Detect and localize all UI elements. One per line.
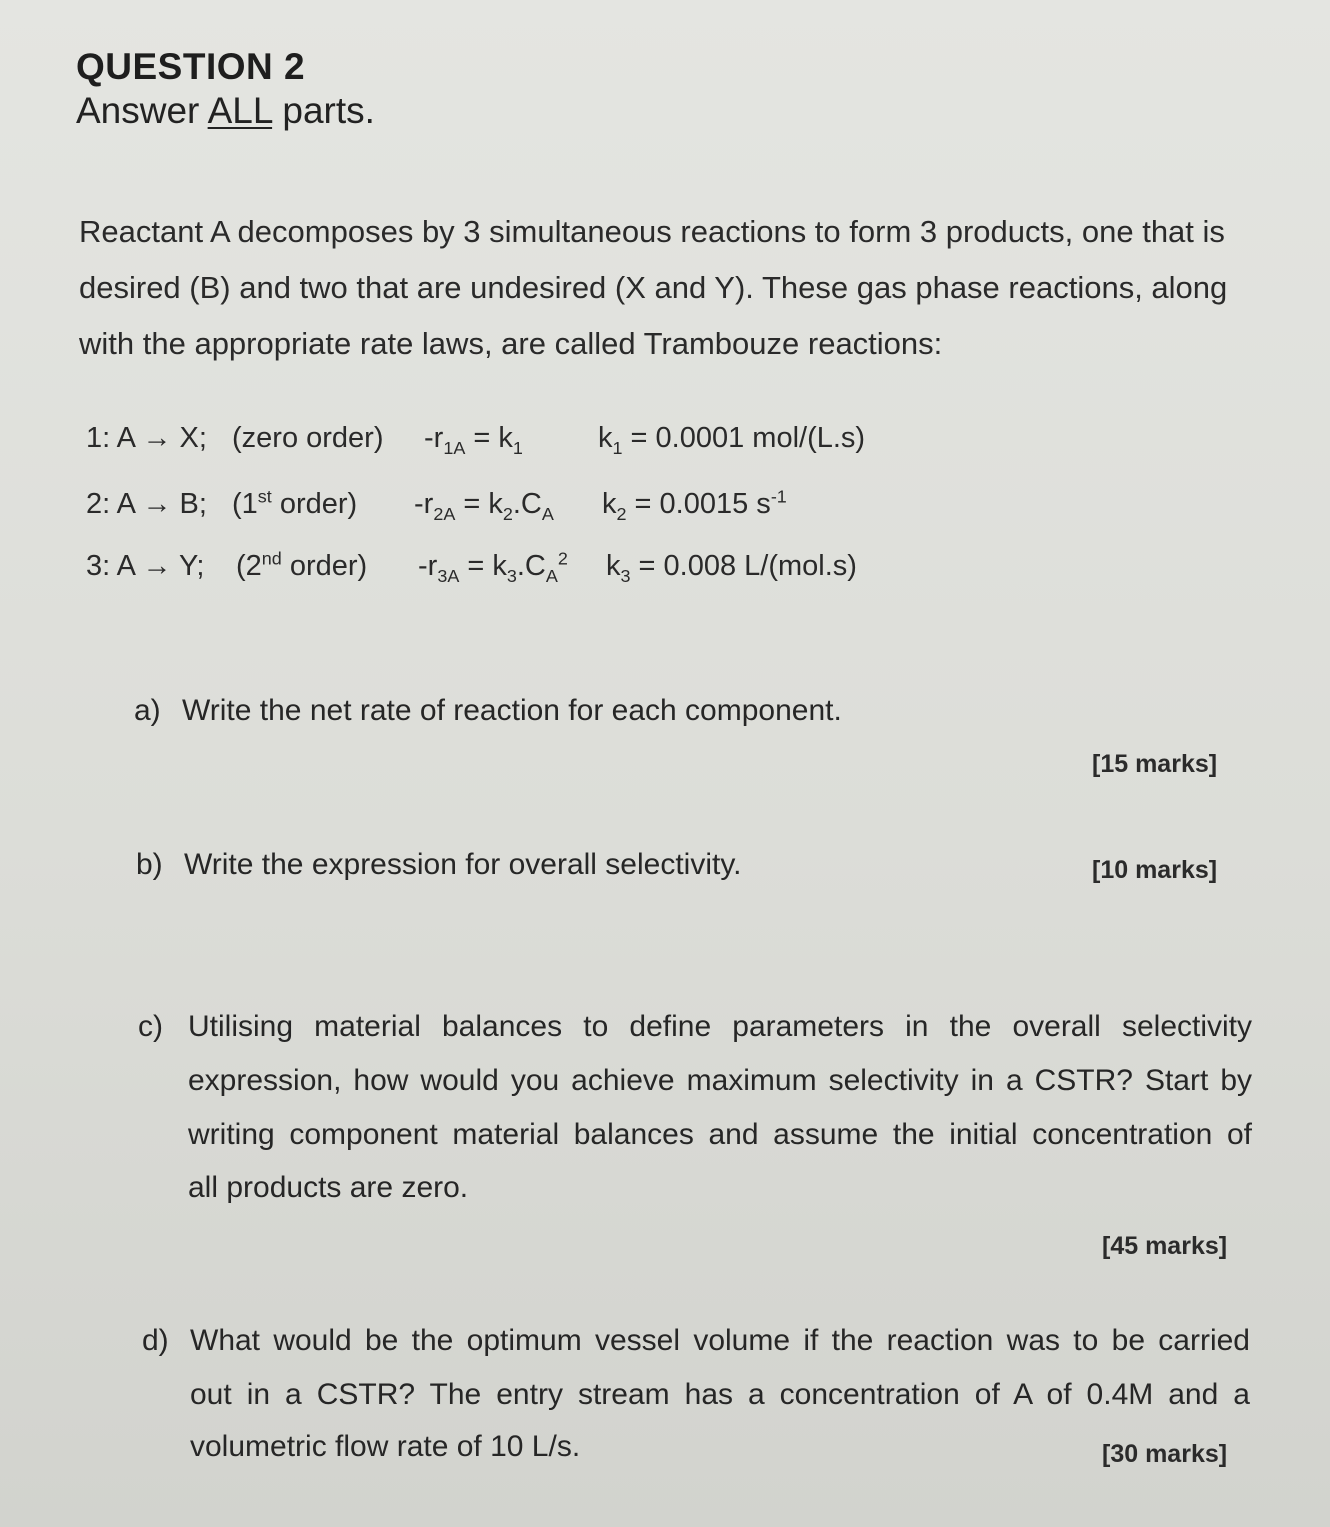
part-a-marks: [15 marks] [1092,750,1218,778]
part-c-label: c) [138,1010,163,1043]
instruction-line [76,90,375,132]
reaction-order: (2nd order) [236,548,368,582]
reaction-equation: 3: A → Y; [86,550,205,582]
reaction-equation: 1: A → X; [86,422,207,454]
part-d-line-3: volumetric flow rate of 10 L/s. [190,1430,581,1463]
part-b-marks: [10 marks] [1092,856,1218,884]
rate-law: $-r_{1A} = k_1$ [424,422,523,458]
reaction-order: (1st order) [232,486,358,520]
intro-line-1: Reactant A decomposes by 3 simultaneous reactions to form 3 products, one that is [79,214,1225,249]
part-b-label: b) [136,848,163,881]
part-c-line-1: Utilising material balances to define parameters in the overall selectivity [188,1010,1252,1043]
intro-line-2: desired (B) and two that are undesired (X and Y). These gas phase reactions, along [79,270,1228,305]
part-c-line-4: all products are zero. [188,1171,469,1204]
rate-constant: $k_3 = 0.008$ L/(mol.s) [606,550,857,586]
part-a-label: a) [134,694,161,727]
part-d-label: d) [142,1324,169,1357]
instruction-pre: Answer [76,90,208,131]
part-d-line-1: What would be the optimum vessel volume if the reaction was to be carried [190,1324,1250,1357]
reaction-order: (zero order) [232,422,384,454]
rate-constant: $k_1 = 0.0001$ mol/(L.s) [598,422,866,458]
part-c-marks: [45 marks] [1102,1232,1228,1260]
part-c-line-3: writing component material balances and assume the initial concentration of [188,1118,1252,1151]
reaction-row-3 [0,550,1330,590]
reaction-row-2 [0,488,1330,528]
rate-law: $-r_{3A} = k_3.C_A^2$ [418,548,568,586]
intro-line-3: with the appropriate rate laws, are called Trambouze reactions: [79,326,943,361]
part-b-text: Write the expression for overall selectivity. [184,848,742,881]
reaction-row-1 [0,422,1330,462]
part-a-text: Write the net rate of reaction for each component. [182,694,842,727]
rate-constant: $k_2 = 0.0015$ $s^{-1}$ [602,486,787,524]
part-d-marks: [30 marks] [1102,1440,1228,1468]
question-title: QUESTION 2 [76,46,306,87]
part-d-line-2: out in a CSTR? The entry stream has a concentration of A of 0.4M and a [190,1378,1250,1411]
part-c-line-2: expression, how would you achieve maximum selectivity in a CSTR? Start by [188,1064,1252,1097]
instruction-post: parts. [272,90,375,131]
instruction-emphasis: ALL [207,90,273,131]
reaction-equation: 2: A → B; [86,488,207,520]
rate-law: $-r_{2A} = k_2.C_A$ [414,488,554,524]
